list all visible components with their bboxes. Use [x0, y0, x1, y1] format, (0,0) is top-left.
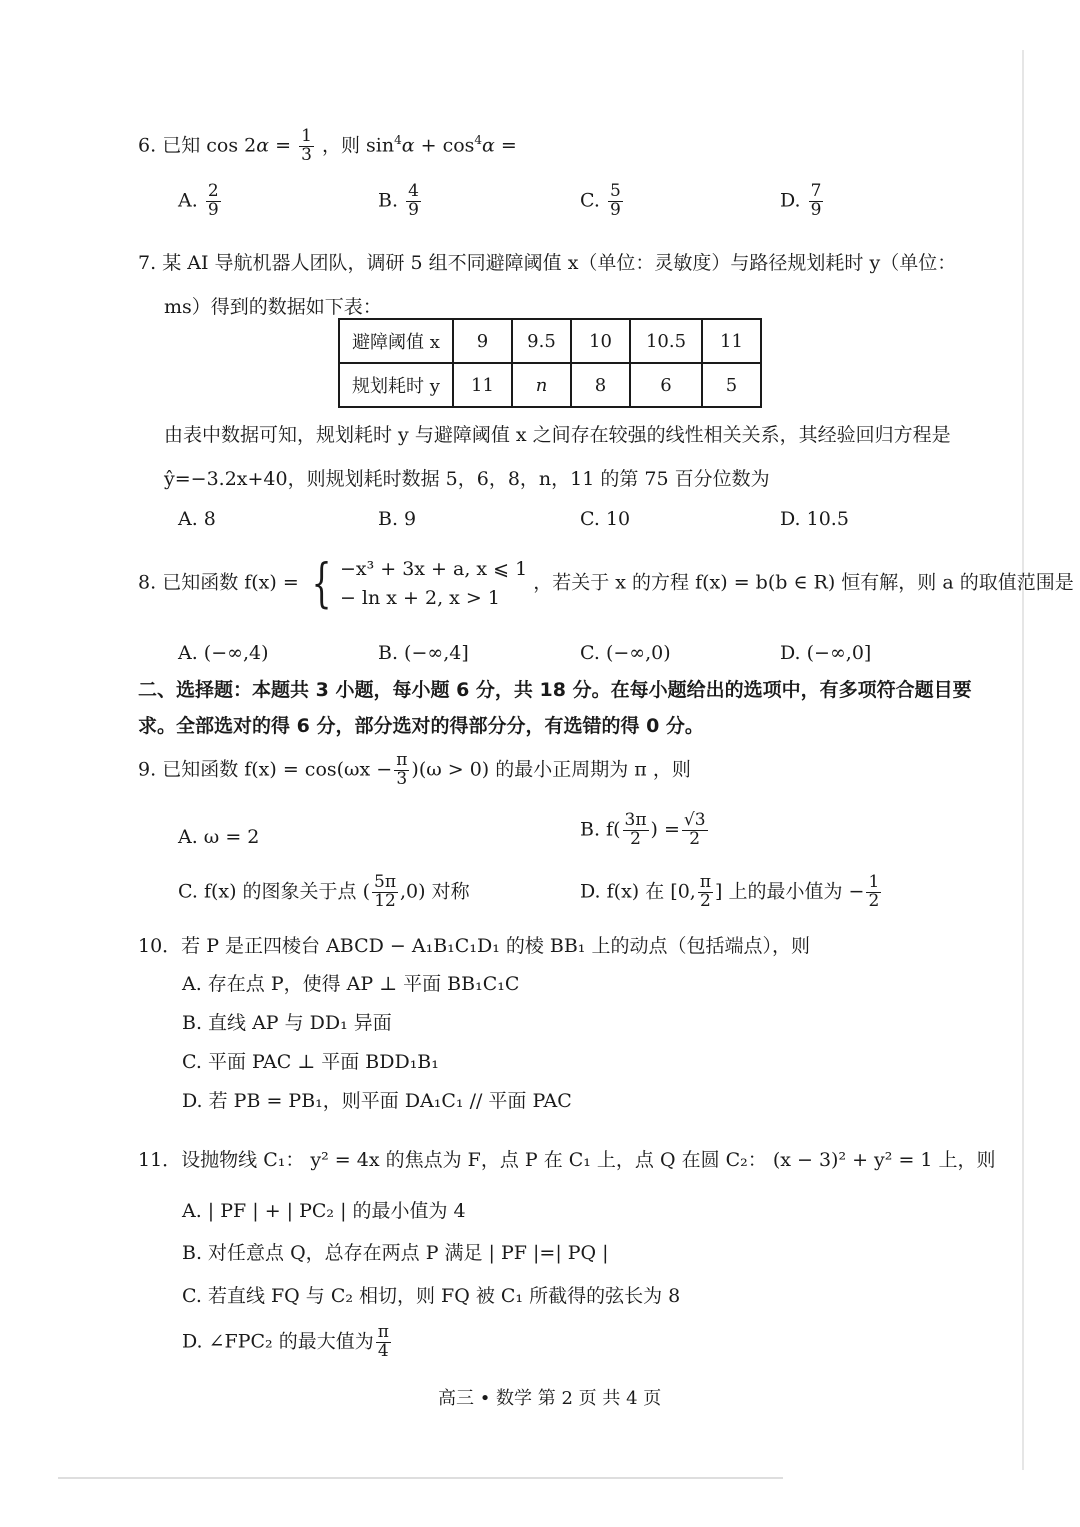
question-9-option-a[interactable]: A. ω = 2: [178, 826, 260, 848]
question-10-option-c[interactable]: C. 平面 PAC ⊥ 平面 BDD₁B₁: [182, 1051, 439, 1073]
question-7-stem: 7. 某 AI 导航机器人团队，调研 5 组不同避障阈值 x（单位：灵敏度）与路径规划耗时 y（单位：: [138, 252, 957, 274]
question-10-option-a[interactable]: A. 存在点 P，使得 AP ⊥ 平面 BB₁C₁C: [182, 973, 520, 995]
question-8-option-a[interactable]: A. (−∞,4): [178, 642, 269, 664]
question-6-option-b[interactable]: B. $\frac{4}{9}$: [378, 181, 419, 220]
question-7-stem-line4: ŷ=−3.2x+40，则规划耗时数据 5，6，8，n，11 的第 75 百分位数为: [164, 468, 770, 490]
brace: {: [311, 553, 332, 614]
question-11-option-a[interactable]: A. | PF | + | PC₂ | 的最小值为 4: [182, 1200, 466, 1222]
question-7-stem-line2: ms）得到的数据如下表：: [164, 296, 382, 318]
table-cell: 8: [571, 363, 630, 407]
question-7-option-b[interactable]: B. 9: [378, 508, 417, 530]
table-cell: 9: [453, 319, 512, 363]
question-7-option-a[interactable]: A. 8: [178, 508, 216, 530]
question-10-stem: 10．若 P 是正四棱台 ABCD − A₁B₁C₁D₁ 的棱 BB₁ 上的动点（包括端点），则: [138, 935, 810, 957]
question-8-option-c[interactable]: C. (−∞,0): [580, 642, 671, 664]
table-cell: 9.5: [512, 319, 571, 363]
page-footer: 高三 • 数学 第 2 页 共 4 页: [438, 1388, 662, 1409]
question-11-option-c[interactable]: C. 若直线 FQ 与 C₂ 相切，则 FQ 被 C₁ 所截得的弦长为 8: [182, 1285, 681, 1307]
page-edge-line: [1022, 50, 1024, 1470]
table-row: [339, 319, 761, 363]
table-cell: 5: [702, 363, 761, 407]
table-row: [339, 363, 761, 407]
question-6-option-d[interactable]: D. $\frac{7}{9}$: [780, 181, 822, 220]
table-header-cell: 避障阈值 x: [339, 319, 453, 363]
question-9-stem: 9. 已知函数 f(x) = cos(ωx − $\frac{\pi}{3}$ )(ω > 0) 的最小正周期为 π ，则: [138, 750, 691, 789]
fraction: $\frac{1}{3}$: [301, 126, 312, 165]
table-cell: 11: [453, 363, 512, 407]
question-9-option-c[interactable]: C. f(x) 的图象关于点 ( $\frac{5\pi}{12}$ ,0) 对称: [178, 872, 470, 911]
question-7-stem-line3: 由表中数据可知，规划耗时 y 与避障阈值 x 之间存在较强的线性相关关系，其经验回归方程是: [164, 424, 951, 446]
piecewise-cases: −x³ + 3x + a, x ⩽ 1 − ln x + 2, x > 1: [339, 558, 528, 609]
question-11-option-d[interactable]: D. ∠FPC₂ 的最大值为 $\frac{\pi}{4}$: [182, 1322, 389, 1361]
question-8-stem: 8. 已知函数 f(x) = { −x³ + 3x + a, x ⩽ 1 − ln x + 2, x > 1 ，若关于 x 的方程 f(x) = b(b ∈ R) 恒有解，则 a 的取值范围是: [138, 553, 1074, 614]
question-8-option-b[interactable]: B. (−∞,4]: [378, 642, 469, 664]
question-9-option-d[interactable]: D. f(x) 在 [0, $\frac{\pi}{2}$ ] 上的最小值为 − $\frac{1}{2}$: [580, 872, 880, 911]
table-cell: 10.5: [630, 319, 702, 363]
page-bottom-line: [58, 1477, 783, 1479]
question-11-stem: 11．设抛物线 C₁： y² = 4x 的焦点为 F，点 P 在 C₁ 上，点 Q 在圆 C₂： (x − 3)² + y² = 1 上，则: [138, 1149, 996, 1171]
question-11-option-b[interactable]: B. 对任意点 Q，总存在两点 P 满足 | PF |=| PQ |: [182, 1242, 609, 1264]
table-cell: 11: [702, 319, 761, 363]
table-cell: 10: [571, 319, 630, 363]
question-6-option-c[interactable]: C. $\frac{5}{9}$: [580, 181, 621, 220]
question-6-option-a[interactable]: A. $\frac{2}{9}$: [178, 181, 219, 220]
question-9-option-b[interactable]: B. f( $\frac{3\pi}{2}$ ) = $\frac{√3}{2}$: [580, 810, 706, 849]
section-2-instructions: 求。全部选对的得 6 分，部分选对的得部分分，有选错的得 0 分。: [138, 715, 704, 737]
question-7-option-d[interactable]: D. 10.5: [780, 508, 849, 530]
question-8-option-d[interactable]: D. (−∞,0]: [780, 642, 872, 664]
table-cell: 6: [630, 363, 702, 407]
section-2-heading: 二、选择题：本题共 3 小题，每小题 6 分，共 18 分。在每小题给出的选项中，有多项符合题目要: [138, 679, 972, 701]
data-table: [338, 318, 762, 408]
question-10-option-b[interactable]: B. 直线 AP 与 DD₁ 异面: [182, 1012, 392, 1034]
question-10-option-d[interactable]: D. 若 PB = PB₁，则平面 DA₁C₁ // 平面 PAC: [182, 1090, 572, 1112]
table-header-cell: 规划耗时 y: [339, 363, 453, 407]
question-7-option-c[interactable]: C. 10: [580, 508, 631, 530]
table-cell: n: [512, 363, 571, 407]
question-6-stem: 6. 已知 cos 2α = $\frac{1}{3}$ ，则 $\sin^4\alpha + \cos^4\alpha$ =: [138, 126, 517, 165]
